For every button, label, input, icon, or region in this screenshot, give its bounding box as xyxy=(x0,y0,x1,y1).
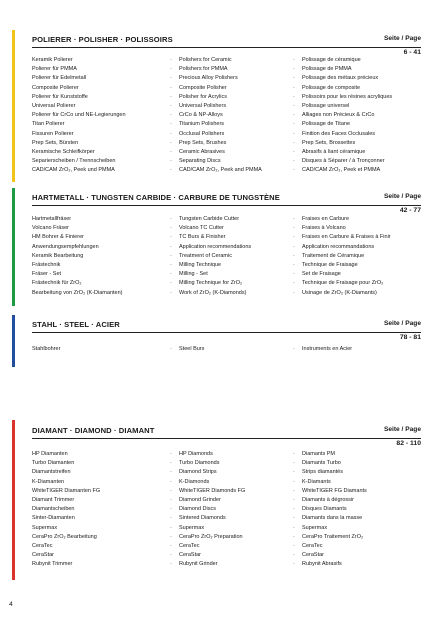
section-title: DIAMANT · DIAMOND · DIAMANT xyxy=(32,426,155,435)
section-polierer xyxy=(12,30,421,182)
cell-de: Polierer für PMMA xyxy=(32,66,77,73)
cell-de: Supermax xyxy=(32,524,58,531)
table-row xyxy=(32,56,421,65)
table-row xyxy=(32,514,421,523)
table-row xyxy=(32,130,421,139)
cell-de: Polierer für CrCo und NE-Legierungen xyxy=(32,112,126,119)
cell-en: · Titanium Polishers xyxy=(179,120,224,129)
cell-de: CeraPro ZrO₂ Bearbeitung xyxy=(32,533,97,540)
cell-en: · TC Burs & Finisher xyxy=(179,233,225,242)
section-title: HARTMETALL · TUNGSTEN CARBIDE · CARBURE DE TUNGSTÈNE xyxy=(32,193,280,202)
cell-fr: · Polissoirs pour les résines acryliques xyxy=(302,93,392,102)
page-range: 42 - 77 xyxy=(399,207,421,214)
table-row xyxy=(32,289,421,298)
table-row xyxy=(32,148,421,157)
cell-en: · Volcano TC Cutter xyxy=(179,224,224,233)
table-row xyxy=(32,243,421,252)
cell-en: · Work of ZrO₂ (K-Diamonds) xyxy=(179,289,246,298)
cell-de: CeraTec xyxy=(32,542,53,549)
seite-page-label: Seite / Page xyxy=(383,193,421,200)
cell-de: Turbo Diamanten xyxy=(32,460,75,467)
cell-de: Sinter-Diamanten xyxy=(32,515,75,522)
cell-en: · Sintered Diamonds xyxy=(179,514,226,523)
cell-fr: · Polissage des métaux précieux xyxy=(302,74,378,83)
table-row xyxy=(32,65,421,74)
cell-en: · Application recommendations xyxy=(179,243,251,252)
cell-fr: · Alliages non Précieux & CrCo xyxy=(302,111,374,120)
section-color-bar xyxy=(12,30,15,182)
cell-en: · Tungsten Carbide Cutter xyxy=(179,215,239,224)
cell-de: Diamantscheiben xyxy=(32,506,75,513)
cell-en: · Milling - Set xyxy=(179,270,208,279)
cell-de: Keramische Schleifkörper xyxy=(32,148,95,155)
section-color-bar xyxy=(12,188,15,306)
table-row xyxy=(32,279,421,288)
page-range: 6 - 41 xyxy=(403,49,421,56)
cell-de: Keramik Polierer xyxy=(32,57,73,63)
section-diamant xyxy=(12,420,421,580)
cell-en: · Prep Sets, Brushes xyxy=(179,139,226,148)
table-row xyxy=(32,215,421,224)
cell-en: · Polishers for PMMA xyxy=(179,65,228,74)
cell-de: Titan Polierer xyxy=(32,121,65,128)
cell-fr: · Diamants Turbo xyxy=(302,459,341,468)
cell-fr: · WhiteTIGER FG Diamants xyxy=(302,487,367,496)
table-row xyxy=(32,496,421,505)
cell-de: HP Diamanten xyxy=(32,451,68,457)
cell-en: · Polisher for Acrylics xyxy=(179,93,227,102)
cell-fr: · CAD/CAM ZrO₂, Peek et PMMA xyxy=(302,166,380,175)
cell-fr: · Polissage de PMMA xyxy=(302,65,352,74)
table-row xyxy=(32,120,421,129)
cell-fr: · Supermax xyxy=(302,524,327,533)
cell-fr: · Polissage de céramique xyxy=(302,56,361,65)
table-row xyxy=(32,487,421,496)
cell-fr: · Strips diamantés xyxy=(302,468,343,477)
cell-en: · Ceramic Abrasives xyxy=(179,148,225,157)
section-table xyxy=(32,56,421,175)
section-title: POLIERER · POLISHER · POLISSOIRS xyxy=(32,35,173,44)
cell-fr: · Technique de Fraisage xyxy=(302,261,358,270)
cell-de: Polierer für Kunststoffe xyxy=(32,93,88,100)
cell-de: Volcano Fräser xyxy=(32,225,69,232)
cell-fr: · Polissage universel xyxy=(302,102,349,111)
cell-en: · Separating Discs xyxy=(179,157,221,166)
cell-en: · CAD/CAM ZrO₂, Peek and PMMA xyxy=(179,166,262,175)
cell-de: Hartmetallfräser xyxy=(32,216,72,222)
cell-de: CAD/CAM ZrO₂, Peek und PMMA xyxy=(32,167,115,174)
cell-fr: · Polissage de Titane xyxy=(302,120,350,129)
cell-en: · Occlusal Polishers xyxy=(179,130,224,139)
cell-en: · CeraStar xyxy=(179,551,201,560)
cell-fr: · Polissage de composite xyxy=(302,84,360,93)
cell-en: · Diamond Discs xyxy=(179,505,216,514)
section-table xyxy=(32,450,421,569)
cell-de: Prep Sets, Bürsten xyxy=(32,139,79,146)
table-row xyxy=(32,224,421,233)
section-rule xyxy=(32,205,421,206)
cell-fr: · Rubynit Abrasifs xyxy=(302,560,342,569)
cell-en: · Rubynit Grinder xyxy=(179,560,218,569)
cell-fr: · Fraises en Carbure xyxy=(302,215,349,224)
cell-en: · Polishers for Ceramic xyxy=(179,56,232,65)
section-color-bar xyxy=(12,315,15,367)
page-number: 4 xyxy=(9,601,13,608)
cell-fr: · CeraStar xyxy=(302,551,324,560)
table-row xyxy=(32,542,421,551)
cell-fr: · Disques Diamants xyxy=(302,505,347,514)
cell-de: Diamantstreifen xyxy=(32,469,71,476)
section-color-bar xyxy=(12,420,15,580)
table-row xyxy=(32,533,421,542)
section-table xyxy=(32,345,421,354)
cell-de: Diamant Trimmer xyxy=(32,496,75,503)
page-range: 82 - 110 xyxy=(396,440,421,447)
cell-de: Bearbeitung von ZrO₂ (K-Diamanten) xyxy=(32,289,123,296)
cell-en: · CrCo & NP-Alloys xyxy=(179,111,223,120)
cell-fr: · Finition des Faces Occlusales xyxy=(302,130,375,139)
cell-fr: · Disques à Séparer / à Tronçonner xyxy=(302,157,385,166)
table-row xyxy=(32,551,421,560)
cell-en: · Universal Polishers xyxy=(179,102,226,111)
seite-page-label: Seite / Page xyxy=(383,35,421,42)
table-row xyxy=(32,560,421,569)
cell-de: Fissuren Polierer xyxy=(32,130,74,137)
cell-de: Fräser - Set xyxy=(32,271,62,278)
cell-fr: · Prep Sets, Brossettes xyxy=(302,139,355,148)
cell-de: K-Diamanten xyxy=(32,478,65,485)
table-row xyxy=(32,524,421,533)
cell-fr: · Technique de Fraisage pour ZrO₂ xyxy=(302,279,383,288)
cell-fr: · CeraPro Traitement ZrO₂ xyxy=(302,533,363,542)
cell-en: · Milling Technique for ZrO₂ xyxy=(179,279,242,288)
cell-fr: · Abrasifs à liant céramique xyxy=(302,148,365,157)
table-row xyxy=(32,233,421,242)
table-row xyxy=(32,505,421,514)
table-row xyxy=(32,84,421,93)
table-row xyxy=(32,139,421,148)
cell-en: · CeraTec xyxy=(179,542,199,551)
table-row xyxy=(32,459,421,468)
cell-fr: · Fraises en Carbure & Fraises à Finir xyxy=(302,233,391,242)
table-row xyxy=(32,270,421,279)
cell-de: Polierer für Edelmetall xyxy=(32,75,87,82)
page-range: 78 - 81 xyxy=(399,334,421,341)
cell-fr: · Application recommandations xyxy=(302,243,374,252)
cell-de: Frästechnik für ZrO₂ xyxy=(32,280,82,287)
cell-en: · Turbo Diamonds xyxy=(179,459,219,468)
table-row xyxy=(32,157,421,166)
cell-de: Keramik Bearbeitung xyxy=(32,252,84,259)
cell-fr: · Diamants PM xyxy=(302,450,335,459)
cell-de: Stahlbohrer xyxy=(32,346,61,352)
cell-fr: · Diamants à dégrossir xyxy=(302,496,354,505)
cell-en: · K-Diamonds xyxy=(179,478,209,487)
cell-fr: · K-Diamants xyxy=(302,478,331,487)
table-row xyxy=(32,450,421,459)
cell-en: · Composite Polisher xyxy=(179,84,227,93)
table-row xyxy=(32,166,421,175)
cell-de: Universal Polierer xyxy=(32,102,76,109)
seite-page-label: Seite / Page xyxy=(383,426,421,433)
cell-en: · Treatment of Ceramic xyxy=(179,252,232,261)
cell-de: CeraStar xyxy=(32,552,55,559)
cell-fr: · Traitement de Céramique xyxy=(302,252,364,261)
cell-fr: · Set de Fraisage xyxy=(302,270,341,279)
cell-fr: · CeraTec xyxy=(302,542,322,551)
section-rule xyxy=(32,332,421,333)
table-row xyxy=(32,111,421,120)
cell-en: · Milling Technique xyxy=(179,261,221,270)
seite-page-label: Seite / Page xyxy=(383,320,421,327)
cell-de: Rubynit Trimmer xyxy=(32,561,73,568)
cell-de: Separierscheiben / Trennscheiben xyxy=(32,158,116,165)
cell-en: · WhiteTIGER Diamonds FG xyxy=(179,487,245,496)
table-row xyxy=(32,102,421,111)
section-rule xyxy=(32,438,421,439)
cell-en: · Supermax xyxy=(179,524,204,533)
table-row xyxy=(32,478,421,487)
cell-en: · HP Diamonds xyxy=(179,450,213,459)
cell-en: · Precious Alloy Polishers xyxy=(179,74,238,83)
section-rule xyxy=(32,47,421,48)
table-row xyxy=(32,345,421,354)
section-table xyxy=(32,215,421,298)
cell-fr: · Usinage de ZrO₂ (K-Diamants) xyxy=(302,289,377,298)
cell-en: · Diamond Strips xyxy=(179,468,217,477)
section-title: STAHL · STEEL · ACIER xyxy=(32,320,120,329)
table-row xyxy=(32,261,421,270)
section-stahl xyxy=(12,315,421,367)
cell-en: · Steel Burs xyxy=(179,345,204,354)
cell-de: Composite Polierer xyxy=(32,84,79,91)
section-hartmetall xyxy=(12,188,421,306)
table-row xyxy=(32,74,421,83)
cell-en: · CeraPro ZrO₂ Preparation xyxy=(179,533,243,542)
cell-fr: · Diamants dans la masse xyxy=(302,514,362,523)
cell-fr: · Fraises à Volcano xyxy=(302,224,346,233)
table-row xyxy=(32,252,421,261)
cell-de: Frästechnik xyxy=(32,261,61,268)
table-row xyxy=(32,468,421,477)
cell-de: WhiteTIGER Diamanten FG xyxy=(32,487,101,494)
cell-en: · Diamond Grinder xyxy=(179,496,221,505)
cell-fr: · Instruments en Acier xyxy=(302,345,352,354)
cell-de: HM Bohrer & Finierer xyxy=(32,234,84,241)
table-row xyxy=(32,93,421,102)
cell-de: Anwendungsempfehlungen xyxy=(32,243,99,250)
